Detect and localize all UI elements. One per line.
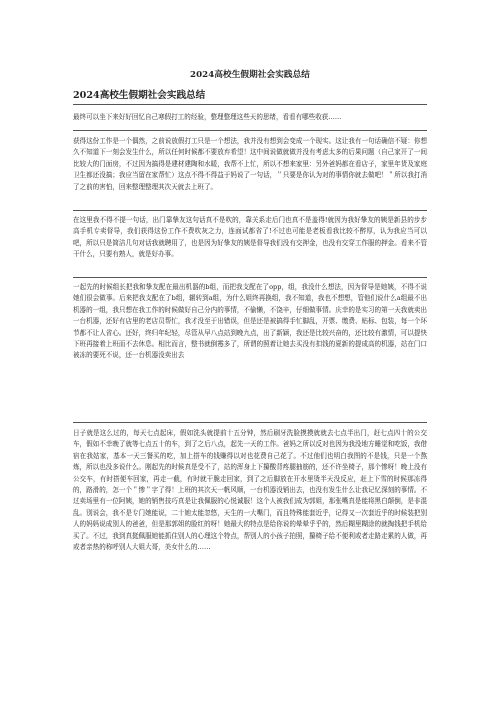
intro-paragraph: 最终可以坐下来好好回忆自己寒假打工的经验，整理整理这些天的思绪，看看有哪些收获……	[73, 113, 342, 121]
body-paragraph: 日子就是这么过的，每天七点起床，假如洗头就提前十五分钟，然后刷牙洗脸摸摸就就去七点半出门，赶七点四十的公交车，假如不幸晚了就等七点五十的车，到了之后八点，起先一天的工作。爸妈之所以反对也因为我没地方睡觉和吃饭，我借宿在我姑家，基本一天三餐买的吃，加上搭车的钱赚得以对也花费自己花了。不过他们也明白我图的不是钱，只是一个熬炼，所以也没多说什么。刚起先的时候真是受不了，站的浑身上下攥酸背疼腿抽筋的，还不许坐椅子，那个惨呀！晚上没有公交车，有时搭便车回家，再走一截，有时就干脆走回家，到了之后脚放在开水里烫半天没反应，赶上下雪的时候那冻得的，路滑的，怎一个＂惨＂字了得！上班的其次天一帆风顺，一台机器没销出去，也没有发生什么让我记忆深刻的事情。不过卖场里有一位阿姨，她的销售技巧真是让我佩服的心悦诚服！这个人被我们成为郭姐，那张嘴真是能将黑白颠倒，是非混乱。别说会，我不是专门她能说，二十她太能忽悠，天生的一大嘴门，而且特殊能套近乎，记得又一次套近乎的时候装把别人的妈妈说成别人的爸爸，但是那郭姐的脸红的呀！她最大的特点是给你说的晕晕乎乎的，然后糊里糊涂的就掏钱把手机给买了。不过，我到真挺佩服她能抓住别人的心理这个特点，帮别人的小孩子拍照，攥椅子给不便利或者走路走累的人做，再或者亲热的称呼别人大姐大哥，美女什么的……	[73, 429, 427, 552]
body-paragraph: 一起先的时候组长把我和挚友配在最出机器的b组，而把我支配在了opp，组，我没什么想法，因为督导是她姨，不得不说她们很会做事。后来把我支配在了b组，辗转到a组，为什么姐终再换组，我不知道，我也不想想，管他们说什么a组最不出机器的一组，我只想在我工作的时候做好自己分内的事情，不偷懒，不饶辛，仔细做事情。庆幸的是实习的第一天我就卖出一台机器，还好有店里的老店员帮忙，我才没至于出错误，但是还是被搞得手忙脚乱，开票、缴费、贴标、包装，每一个环节都不让人省心。还好，终归年纪轻，尽管从早八点站到晚九点，出了新颖，我还是比较兴奋的，还比较有激情，可以提快下班再接着上班而不去休息。相比而言，整书就倒霉多了，所谓的照着让她去买没有扣钱的夏新的提成高的机器，站在门口被冻的要死不说，还一台机器没卖出去	[73, 283, 427, 360]
divider-line	[73, 104, 427, 105]
document-subtitle: 2024高校生假期社会实践总结	[73, 90, 206, 101]
divider-line	[73, 277, 427, 278]
document-title: 2024高校生假期社会实践总结	[190, 70, 310, 80]
body-paragraph: 在这里我不得不提一句话，出门靠挚友这句话真不是吹的，靠关系走后门也真不是盖得!就因为我好挚友的姨是新县的步步高手机专卖督导，我们获得这份工作不费吹灰之力，连面试都省了!不过也可能是老板看我比较不醉厚，认为我应当可以吧，所以只是简洁几句对话我就聘用了，也是因为好挚友的姨是督导我们没有交押金，也没有交穿工作服的押金。看来不管干什么，只要有熟人，就是好办事。	[73, 216, 427, 259]
divider-line	[73, 422, 427, 423]
divider-line	[73, 210, 427, 211]
body-paragraph: 获得这份工作是一个偶然，之前说放假打工只是一个想法，我并没有想到会变成一个现实。这让我有一句话确信不疑：你想久不知道下一刻会发生什么，所以任何时候都不要放弃希望！这中间说做就做并没有考虑太多的后果问题（自己家开了一间比较大的门面房，不过因为搞得是建材建陶和水暖，我帮不上忙，所以不想来家里：另外爸妈都在看店子，家里年货及家庭卫生都还没搞；我应当留在家帮忙）这点不得不得益于妈说了一句话，＂只要是你认为对的事情你就去做吧！＂所以我打消了之前的害怕，回来整理整理其次天就去上班了。	[73, 137, 427, 191]
divider-line	[73, 130, 427, 131]
